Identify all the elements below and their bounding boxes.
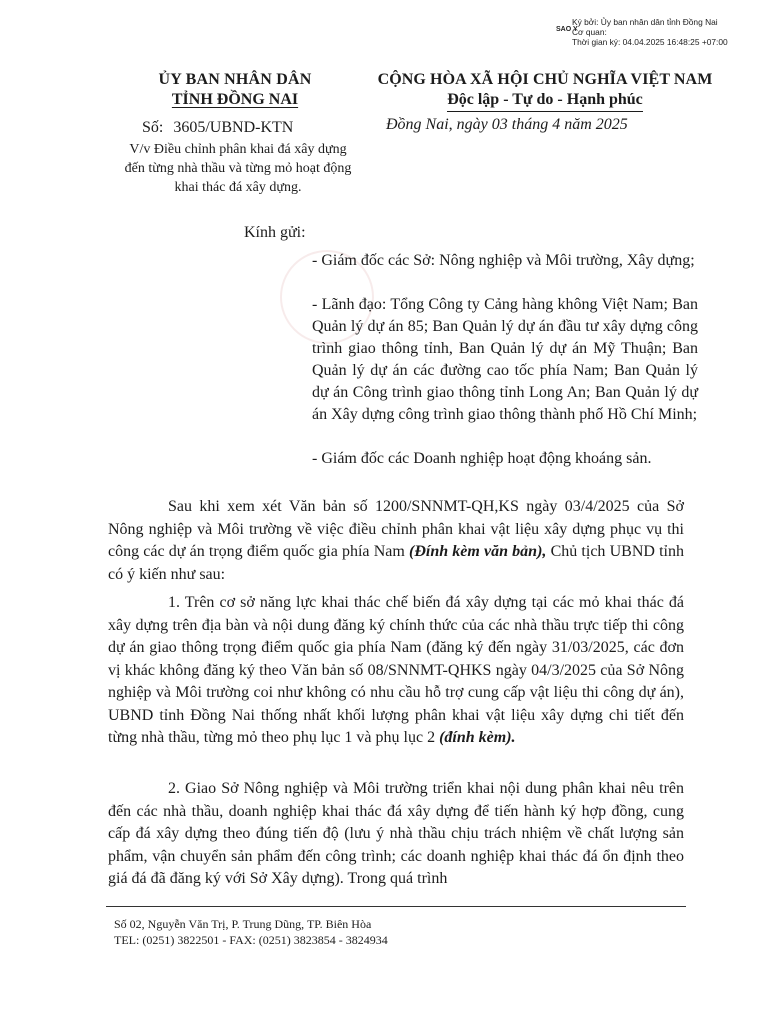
document-number xyxy=(142,119,293,137)
item1-text: 1. Trên cơ sở năng lực khai thác chế biến đá xây dựng tại các mỏ khai thác đá xây dựng trên địa bàn và nội dung đăng ký chính thức của các nhà thầu trực tiếp thi công dự án giao thông trọng điểm quốc gia phía Nam (đăng ký đến ngày 31/03/2025, các đơn vị khác không đăng ký theo Văn bản số 08/SNNMT-QHKS ngày 04/3/2025 của Sở Nông nghiệp và Môi trường coi như không có nhu cầu hỗ trợ cung cấp vật liệu thi công dự án), UBND tỉnh Đồng Nai thống nhất khối lượng phân khai vật liệu xây dựng chi tiết đến từng nhà thầu, từng mỏ theo phụ lục 1 và phụ lục 2 xyxy=(108,594,684,746)
item1-attachment-note: (đính kèm). xyxy=(439,729,516,746)
recipient-item: - Lãnh đạo: Tổng Công ty Cảng hàng không Việt Nam; Ban Quản lý dự án 85; Ban Quản lý dự án đầu tư xây dựng công trình giao thông tỉnh, Ban Quản lý dự án Mỹ Thuận; Ban Quản lý dự án các đường cao tốc phía Nam; Ban Quản lý dự án Công trình giao thông tỉnh Long An; Ban Quản lý dự án Xây dựng công trình giao thông thành phố Hồ Chí Minh; xyxy=(312,296,698,423)
recipient-item: - Giám đốc các Sở: Nông nghiệp và Môi trường, Xây dựng; xyxy=(312,252,695,269)
recipients-label: Kính gửi: xyxy=(244,224,306,241)
footer-phone: TEL: (0251) 3822501 - FAX: (0251) 3823854 - 3824934 xyxy=(114,933,388,947)
sao-y-mark: SAO Y xyxy=(556,26,578,33)
footer-address: Số 02, Nguyễn Văn Trị, P. Trung Dũng, TP. Biên Hòa xyxy=(114,917,372,931)
issuing-organization xyxy=(110,70,360,110)
document-number-value: 3605/UBND-KTN xyxy=(173,119,294,136)
document-subject: V/v Điều chỉnh phân khai đá xây dựng đến từng nhà thầu và từng mỏ hoạt động khai thác đá xây dựng. xyxy=(124,142,352,195)
place-date-line: Đồng Nai, ngày 03 tháng 4 năm 2025 xyxy=(386,116,628,133)
footer xyxy=(114,916,388,948)
footer-divider xyxy=(106,906,686,907)
signature-agency: Cơ quan: xyxy=(572,27,607,37)
org-name-line2: TỈNH ĐỒNG NAI xyxy=(171,91,299,108)
intro-text: Sau khi xem xét Văn bản số 1200/SNNMT-QH,KS ngày 03/4/2025 của Sở Nông nghiệp và Môi trường về việc điều chỉnh phân khai vật liệu xây dựng phục vụ thi công các dự án trọng điểm quốc gia phía Nam xyxy=(108,498,684,560)
signature-time: Thời gian ký: 04.04.2025 16:48:25 +07:00 xyxy=(572,37,728,47)
nation-title: CỘNG HÒA XÃ HỘI CHỦ NGHĨA VIỆT NAM xyxy=(377,71,713,88)
national-motto: Độc lập - Tự do - Hạnh phúc xyxy=(447,90,643,112)
org-name-line1: ỦY BAN NHÂN DÂN xyxy=(158,71,312,88)
attachment-note: (Đính kèm văn bản), xyxy=(408,543,547,560)
body-paragraph-2: 2. Giao Sở Nông nghiệp và Môi trường triển khai nội dung phân khai nêu trên đến các nhà thầu, doanh nghiệp khai thác đá xây dựng để tiến hành ký hợp đồng, cung cấp đá xây dựng theo đúng tiến độ (lưu ý nhà thầu chịu trách nhiệm về chất lượng sản phẩm, vận chuyển sản phẩm đến công trình; các doanh nghiệp khai thác đá ổn định theo giá đá đã đăng ký với Sở Xây dựng). Trong quá trình xyxy=(108,780,684,887)
document-number-label: Số: xyxy=(142,119,164,136)
recipient-item: - Giám đốc các Doanh nghiệp hoạt động khoáng sản. xyxy=(312,450,652,467)
body-paragraph-intro xyxy=(108,496,684,586)
signed-by: Ký bởi: Ủy ban nhân dân tỉnh Đồng Nai xyxy=(572,17,718,27)
intro-text-end: Chủ tịch UBND tỉnh có ý kiến như sau: xyxy=(108,543,684,583)
body-paragraph-1 xyxy=(108,592,684,750)
national-header xyxy=(360,70,730,112)
